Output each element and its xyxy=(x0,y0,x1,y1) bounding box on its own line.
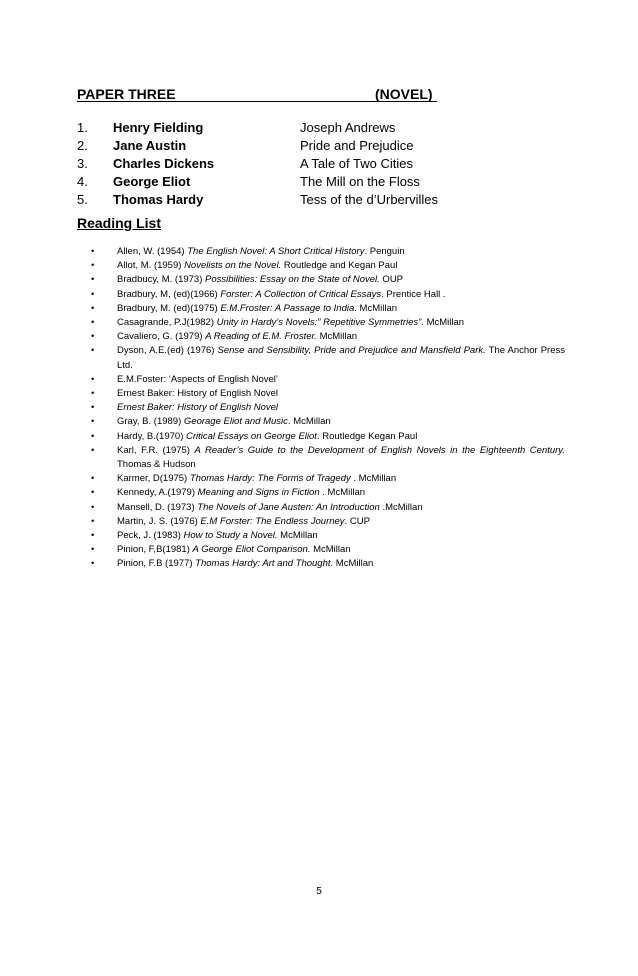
reference-item xyxy=(91,259,565,273)
novel-item xyxy=(77,155,537,173)
reference-item xyxy=(91,543,565,557)
reference-item xyxy=(91,316,565,330)
bullet: • xyxy=(91,402,95,414)
reference-publisher: . Penguin xyxy=(364,246,405,257)
novel-author: Jane Austin xyxy=(113,138,187,153)
reference-text: Bradbucy, M. (1973) xyxy=(117,274,206,286)
reference-text: Pinion, F,B(1981) xyxy=(117,544,193,556)
reference-publisher: . McMillan xyxy=(350,473,397,485)
reference-item xyxy=(91,557,565,571)
novel-author: George Eliot xyxy=(113,174,191,189)
bullet: • xyxy=(91,530,95,542)
reference-publisher: . McMillan xyxy=(354,302,398,314)
reference-title: E.M.Froster: A Passage to India xyxy=(220,302,355,314)
reference-item xyxy=(91,387,565,401)
bullet: • xyxy=(91,302,95,314)
reference-publisher: OUP xyxy=(379,274,404,286)
reference-publisher: McMillan xyxy=(310,544,351,556)
reference-title: Unity in Hardy’s Novels:” Repetitive Symmetries” xyxy=(216,317,422,329)
novel-title: Joseph Andrews xyxy=(300,120,396,135)
reference-item xyxy=(91,444,565,472)
paper-header xyxy=(77,86,437,104)
reference-item xyxy=(91,415,565,429)
reference-title: Ernest Baker: History of English Novel xyxy=(117,402,279,414)
bullet: • xyxy=(91,331,95,343)
bullet: • xyxy=(91,444,95,456)
reference-publisher: . CUP xyxy=(344,515,370,527)
reference-item xyxy=(91,373,565,387)
reference-title: How to Study a Novel. xyxy=(183,530,278,542)
reference-title: The Novels of Jane Austen: An Introduction xyxy=(197,501,380,513)
reference-item xyxy=(91,330,565,344)
reference-text: Kennedy, A.(1979) xyxy=(117,487,198,499)
reference-publisher: . McMillan xyxy=(330,558,374,570)
reference-text: Ernest Baker: History of English Novel xyxy=(117,388,279,400)
reference-text: Karmer, D(1975) xyxy=(117,473,190,485)
reference-publisher: . McMillan xyxy=(287,416,331,428)
header-underline xyxy=(77,101,437,102)
reference-text: Allen, W. (1954) xyxy=(117,246,188,257)
reference-publisher: McMillan xyxy=(277,530,318,542)
bullet: • xyxy=(91,473,95,485)
reference-text: Martin, J. S. (1976) xyxy=(117,515,201,527)
reference-text: Mansell, D. (1973) xyxy=(117,501,198,513)
novel-title: Tess of the d’Urbervilles xyxy=(300,192,438,207)
reference-text: Gray, B. (1989) xyxy=(117,416,184,428)
reference-publisher: McMillan xyxy=(316,331,358,343)
reading-list-heading: Reading List xyxy=(77,215,162,231)
paper-title: PAPER THREE xyxy=(77,86,176,102)
reference-title: Georage Eliot and Music xyxy=(183,416,288,428)
reference-text: Hardy, B.(1970) xyxy=(117,430,186,442)
bullet: • xyxy=(91,246,95,257)
reference-publisher: . McMillan xyxy=(421,317,465,329)
reference-item xyxy=(91,302,565,316)
bullet: • xyxy=(91,416,95,428)
reference-item xyxy=(91,486,565,500)
reference-item xyxy=(91,245,565,259)
bullet: • xyxy=(91,515,95,527)
bullet: • xyxy=(91,288,95,300)
novel-item xyxy=(77,173,537,191)
reference-publisher: . Routledge Kegan Paul xyxy=(316,430,418,442)
novel-number: 4. xyxy=(77,174,88,189)
novel-item xyxy=(77,119,537,137)
novel-item xyxy=(77,191,537,209)
reference-text: Dyson, A.E.(ed) (1976) xyxy=(117,345,218,357)
bullet: • xyxy=(91,274,95,286)
reference-text: Pinion, F.B (1977) xyxy=(117,558,196,570)
reference-title: Thomas Hardy: The Forms of Tragedy xyxy=(189,473,351,485)
reference-text: Casagrande, P.J(1982) xyxy=(117,317,217,329)
novel-title: The Mill on the Floss xyxy=(300,174,420,189)
bullet: • xyxy=(91,544,95,556)
reference-item xyxy=(91,515,565,529)
reference-title: A George Eliot Comparison. xyxy=(192,544,311,556)
reference-publisher: Routledge and Kegan Paul xyxy=(281,260,398,272)
reference-publisher: . McMillan xyxy=(319,487,366,499)
reference-title: Possibilities: Essay on the State of Novel. xyxy=(205,274,380,286)
reference-publisher: . Prentice Hall . xyxy=(381,288,446,300)
reference-text: Bradbury, M. (ed)(1975) xyxy=(117,302,221,314)
reference-item xyxy=(91,472,565,486)
reference-item xyxy=(91,344,565,372)
reference-title: Novelists on the Novel. xyxy=(184,260,282,272)
novel-title: Pride and Prejudice xyxy=(300,138,414,153)
page-number: 5 xyxy=(316,886,322,897)
bullet: • xyxy=(91,317,95,329)
reference-item xyxy=(91,401,565,415)
bullet: • xyxy=(91,373,95,385)
reference-item xyxy=(91,273,565,287)
reference-title: Meaning and Signs in Fiction xyxy=(197,487,320,499)
reference-text: Bradbury, M, (ed)(1966) xyxy=(117,288,221,300)
bullet: • xyxy=(91,430,95,442)
novel-list xyxy=(77,119,537,209)
novel-author: Charles Dickens xyxy=(113,156,215,171)
reference-text: Cavaliero, G. (1979) xyxy=(117,331,206,343)
novel-author: Thomas Hardy xyxy=(113,192,204,207)
reference-publisher: The Anchor Press Ltd. xyxy=(117,345,565,371)
bullet: • xyxy=(91,345,95,357)
reference-title: Thomas Hardy: Art and Thought xyxy=(195,558,331,570)
bullet: • xyxy=(91,558,95,570)
novel-number: 1. xyxy=(77,120,88,135)
bullet: • xyxy=(91,487,95,499)
reference-text: Allot, M. (1959) xyxy=(117,260,185,272)
novel-number: 2. xyxy=(77,138,88,153)
novel-number: 5. xyxy=(77,192,88,207)
reference-text: Karl, F.R. (1975) xyxy=(117,444,195,456)
reference-text: E.M.Foster: ‘Aspects of English Novel’ xyxy=(117,373,279,385)
paper-category: (NOVEL) xyxy=(375,86,433,102)
bullet: • xyxy=(91,260,95,272)
novel-title: A Tale of Two Cities xyxy=(300,156,413,171)
reading-list xyxy=(91,245,565,572)
reference-title: The English Novel: A Short Critical History xyxy=(187,246,365,257)
bullet: • xyxy=(91,501,95,513)
reference-publisher: Thomas & Hudson xyxy=(117,459,196,471)
reference-item xyxy=(91,501,565,515)
reference-title: A Reader’s Guide to the Development of English Novels in the Eighteenth Century. xyxy=(194,444,565,456)
reference-title: Critical Essays on George Eliot xyxy=(186,430,317,442)
reference-item xyxy=(91,430,565,444)
reference-title: A Reading of E.M. Froster. xyxy=(205,331,317,343)
reference-title: Forster: A Collection of Critical Essays xyxy=(220,288,382,300)
reference-title: Sense and Sensibility, Pride and Prejudice and Mansfield Park. xyxy=(217,345,486,357)
novel-number: 3. xyxy=(77,156,88,171)
novel-item xyxy=(77,137,537,155)
reference-item xyxy=(91,529,565,543)
novel-author: Henry Fielding xyxy=(113,120,204,135)
reference-publisher: .McMillan xyxy=(379,501,423,513)
reference-title: E.M Forster: The Endless Journey xyxy=(200,515,345,527)
reference-item xyxy=(91,288,565,302)
bullet: • xyxy=(91,388,95,400)
reference-text: Peck, J. (1983) xyxy=(117,530,184,542)
